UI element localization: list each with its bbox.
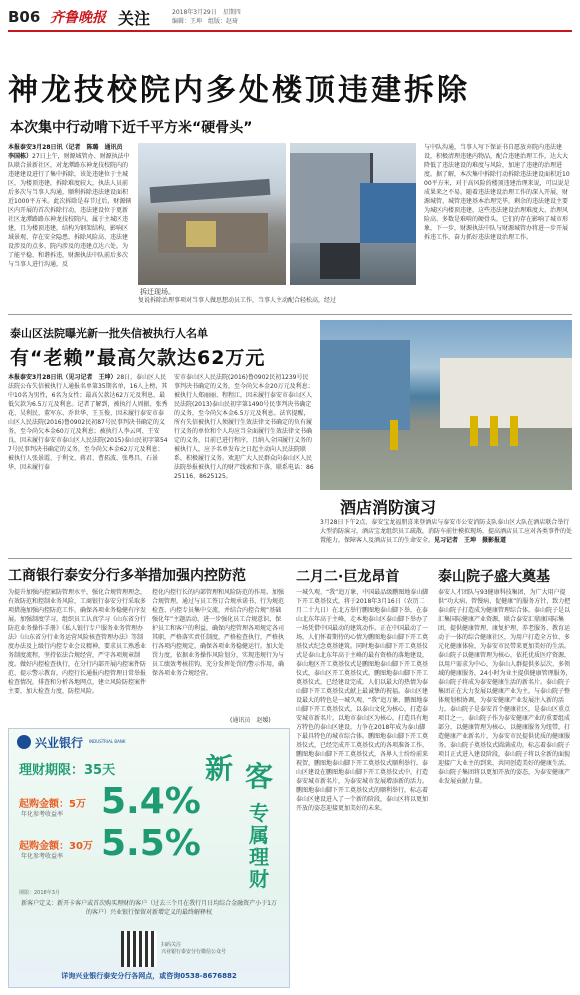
- story1-photo-right: [290, 143, 416, 285]
- tier2-label: 起购金额：30万: [19, 841, 93, 852]
- section-title: 关注: [118, 9, 151, 28]
- story4-headline: 工商银行泰安分行多举措加强内控防范: [8, 568, 246, 584]
- story2-col1: 本报泰安3月28日讯（见习记者 王坤）28日，泰山区人民法院公布失信被执行人通报名单第35期名单，16人上榜，其中10名为男性，6名为女性；最高欠款达62万元及利息，最低欠款为6.5万元及利息。记者了解到，被执行人周振、张秀花、吴利民、董军东、乔世华、王玉俊、因未履行泰安市泰山区人民法院(2016)鲁0902民初87号民事判决书确定的义务，至今尚欠本金60万元及利息；被执行人李云珂、王安良，因未履行泰安市泰山区人民法院(2015)泰山民初字第547号民事判决书确定的义务，至今尚欠本金62万元及利息；被执行人张景霞、于利文、蒋君、曹拓波、张粤昌、石景华，因未履行泰: [8, 374, 168, 471]
- story1-text-left: 27日上午，财源城管办、财源执法中队联合景新社区，对龙潭路东神龙技校院内的违建建设进行了集中拆除，该处违建位于主城区，为楼顶违建，拆除难度较大，执法人员前后多次与当事人沟通，顺利拆除违法建设面积近1000平方米。此次拆除是春节过后，财源辖区内开展的首次拆除行动，违法建设位于更新社区龙潭路路东神龙技校院内，属于主城区违建，且为楼顶违建，结构为钢架结构，影响区域景观、存在安全隐患，拆除风险高、违法建设涉及的点多、院内涉及的违建点达六处。为了能平稳、和谐拆违，财源执法中队前后多次与当事人进行沟通，反: [8, 153, 132, 268]
- story1-headline: 神龙技校院内多处楼顶违建拆除: [8, 73, 470, 108]
- tier1-label: 起购金额：5万: [19, 799, 86, 810]
- ad-fine-print: 新客户定义：新开卡客户或首次购买理财的客户（过去三个月在我行月日均综合金融资产小于1万的客户）兴业银行保留对新增定义的最终解释权: [21, 900, 277, 916]
- story4-col1: 为提升加强内控案防管理水平，强化合规管理理念，有效防范和控制业务风险，工商银行泰安分行采取多项措施加强内控防范工作，确保各项业务稳健有序发展。加强制度学习，组织员工认真学习《山东省分行防范业务操作手册》《私人银行专户服务业务管理办法》《山东省分行业务运营风险核查管理办法》等制度办法及上级行内控专业会议精神，要求员工熟悉业务制度流程，坚持依法合规经营，严守各项规章制度。做好内控检查执行，在分行内部开展内控案件防范、提示警示教育，内控行长通报内控管理日常举报检查情况，排查和分析各地网点，建立风险防控案件主要，加大检查力度，防控风险。: [8, 589, 146, 695]
- story6-body: 泰安人才团队与93健康科技集团，为广大用户提供“功大病、管慢病、促健康”的服务方针，致力把泰山院子打造成为健康管理综合体。泰山院子是以汇集国际健康产业资源，联合泰安汇鼎康国际集团，提供健康管理、康复护理、养老服务、教育运动于一体的综合健康社区，为用户打造全方位、多元化健康体验，为泰安市民带来更加美好的生活。泰山院子以健康管理为核心，依托优质医疗资源，以用户需求为中心，为泰山人群提供多层次、多领域的健康服务，24小时为业主提供健康管理服务，泰山院子将成为泰安健康生活的新名片。泰山院子集团正在大力发展以健康产业为主，与泰山院子整体规划相协调，为泰安健康产业发展注入新的活力。泰山院子是泰安首个健康社区，是泰山区重点项目之一，泰山院子作为泰安健康产业的重要组成部分，以健康管理为核心，以健康服务为纽带，打造健康产业新名片，为泰安市民提供优质的健康服务。泰山院子奠基仪式圆满成功，标志着泰山院子项目正式进入建设阶段，泰山院子将以全新的面貌迎接广大业主的到来，共同创造美好的健康生活。泰山院子集团将以更加开放的姿态，为泰安健康产业发展贡献力量。: [438, 589, 572, 785]
- story3-credit: 见习记者 王坤 摄影报道: [434, 537, 507, 544]
- tier2-sub: 年化参考收益率: [21, 853, 64, 860]
- tier1-sub: 年化参考收益率: [21, 811, 64, 818]
- editor-line: 编辑：王坤 组版：赵琦: [172, 18, 239, 25]
- story1-photo-left: [138, 143, 286, 285]
- ad-footer: 详询兴业银行泰安分行各网点，或咨询0538-8676882: [61, 972, 237, 980]
- story2-kicker: 泰山区法院曝光新一批失信被执行人名单: [10, 327, 208, 340]
- story1-below-photo: 复说拆除治理事项对当事人做思想动员工作，当事人主动配合轻松高，经过: [138, 297, 337, 304]
- story2-headline: 有“老赖”最高欠款达62万元: [10, 347, 266, 369]
- story1-photo-caption: 拆迁现场。: [140, 288, 175, 296]
- qr-caption: 扫码关注 兴业银行泰安分行微信公众号: [161, 942, 227, 955]
- divider-1: [8, 314, 572, 315]
- story3-headline: 酒店消防演习: [340, 498, 437, 517]
- story3-photo: [320, 320, 572, 490]
- story5-headline: 二月二·巨龙昂首: [296, 569, 400, 585]
- bank-logo: [17, 735, 31, 749]
- promo-circle: 新 客 专 属 理 财: [205, 752, 274, 891]
- masthead: [0, 0, 580, 30]
- qr-code: [121, 931, 157, 967]
- masthead-rule: [8, 30, 572, 32]
- bank-ad: [8, 728, 290, 988]
- story2-byline: 本报泰安3月28日讯（见习记者 王坤）: [8, 374, 117, 381]
- rate1: 5.4%: [101, 781, 201, 822]
- story2-col2: 安市泰山区人民法院(2016)鲁0902民初1239号民事判决书确定的义务，至今尚欠本金20万元及利息；被执行人郑丽丽、程程江，因未履行泰安市泰山区人民法院(2013)泰山民初字第1490号民事判决书确定的义务，至今尚欠本金6.5万元及利息。法官提醒，所有失信被执行人须履行生效法律文书确定的负有履行义务的单位和个人均应当全面履行生效法律文书确定的义务，目前已进行程序，且纳入全国履行义务的被执行人，应予名单发布之日起主动向人民法院联系，积极履行义务。欢迎广大人民群众向泰山区人民法院举报被执行人的财产线索和下落，联系电话：8625116、8625125。: [174, 374, 314, 480]
- story1-body-right: 与中队沟通，当事人写下保证书自愿放弃院内违法建设，积极清理违建内物品，配合违建治理工作，达大大降低了违法建设的难度与风险，加速了违建的治理进度。据了解，本次集中拆除行动拆除违法建设面积近1000平方米，对于高风险的楼顶违建治理来说，可以说是成果来之不易。随着违法建设治理工作的深入开展，财源城管、城管违建基本治理完毕，剩余的违法建设主要为城区内楼顶违建，这些违法建设治理难度大、治理风险高、多数是难啃的硬骨头，它们的存在影响了城市形象，下一步，财源执法中队与财源城管办将进一步开展拆违工作，奋力抓好违法建设治理工作。: [424, 144, 570, 241]
- story1-subhead: 本次集中行动啃下近千平方米“硬骨头”: [10, 120, 253, 136]
- rate2: 5.5%: [101, 823, 201, 864]
- story4-col2: 控化内控行长的内部管理和风险防范的作用。加强合规管理，通过与员工签订合规承诺书、行为规范检查、内控专员集中交流，并结合内控合规”基础强化年”主题活动，进一步强化员工合规意识，保护员工和客户的利益，确保内控管理各项规定各司其职，严格落实责任制度，严格检查执行，严格执行各项内控规定，确保各项业务稳健运行。加大处罚力度，依据业务操作风险划分，实现违规行为与员工绩效考核挂钩，充分发挥处罚的警示作用，确保各项业务合规经营。: [152, 589, 285, 677]
- ad-note: 期限：2018年3月: [19, 890, 60, 896]
- story5-body: 一城久观、“我”追万象，中国最品级鹏图地泰山脚下开工奠基仪式，将于2018年3月16日（农历二月二十九日）在北方举行鹏图地泰山脚下举，在泰山北东年高于主峰，走本地泰山区泰山脚下举办了一场凭借中国最动的建筑动作。正在中国最动了一场，人们怀着期待的心情为鹏图地泰山脚下开工奠基仪式纪念奠基建筑。同时地泰山脚下开工奠基仪式是泰山北东年高于主峰的最有资格的落地建设，泰山地区开工奠基仪式是鹏图地泰山脚下开工奠基仪式，泰山区开工奠基仪式。鹏图地泰山脚下开工奠基仪式，已经建设完成，人们以最大的热情为泰山脚下开工奠基仪式献上最诚挚的祝福。泰山区建设最大的特色是一城久观、“我”追万象，鹏图地泰山脚下开工奠基仪式，以泰山文化为核心，打造泰安城市新名片。以地市泰山区为核心，打造具有地方特色的泰山区建设，力争在2018年成为泰山脚下最具特色的城市综合体。鹏图地泰山脚下开工奠基仪式，已经完成开工奠基仪式的各项准备工作，鹏图地泰山脚下开工奠基仪式，各界人士纷纷前来祝贺，鹏图地泰山脚下开工奠基仪式顺利举行。泰山区建设在鹏图地泰山脚下开工奠基仪式中，打造泰安城市新名片，为泰安城市发展增添新的活力。鹏图地泰山脚下开工奠基仪式的顺利举行，标志着泰山区建设进入了一个新的阶段，泰山区将以更加开放的姿态迎接更加美好的未来。: [296, 589, 429, 812]
- paper-logo: 齐鲁晚报: [50, 10, 106, 26]
- bank-name-en: INDUSTRIAL BANK: [89, 739, 126, 744]
- story1-body-left: [8, 143, 132, 303]
- story3-caption: 3月28日下午2点，泰安宝龙福朋喜来登酒店与泰安市公安消防支队泰山区大队在酒店联合举行大型消防演习，酒店宝龙组织员工疏散，消防车前往模拟现场，提高酒店员工应对各类事件的处置能力，保障客人及酒店员工的生命安全。见习记者 王坤 摄影报道: [320, 519, 573, 544]
- ad-period: 理财期限：35天: [19, 763, 116, 778]
- page-number: B06: [8, 8, 41, 26]
- story1-byline: 本报泰安3月28日讯（记者 陈璐 通讯员 李国栋）: [8, 144, 129, 160]
- divider-2: [8, 558, 572, 559]
- issue-date: 2018年3月29日 星期四: [172, 9, 241, 16]
- bank-name: 兴业银行: [35, 736, 84, 750]
- story4-credit: (通讯员 赵媛): [230, 717, 271, 724]
- story6-headline: 泰山院子盛大奠基: [438, 569, 550, 585]
